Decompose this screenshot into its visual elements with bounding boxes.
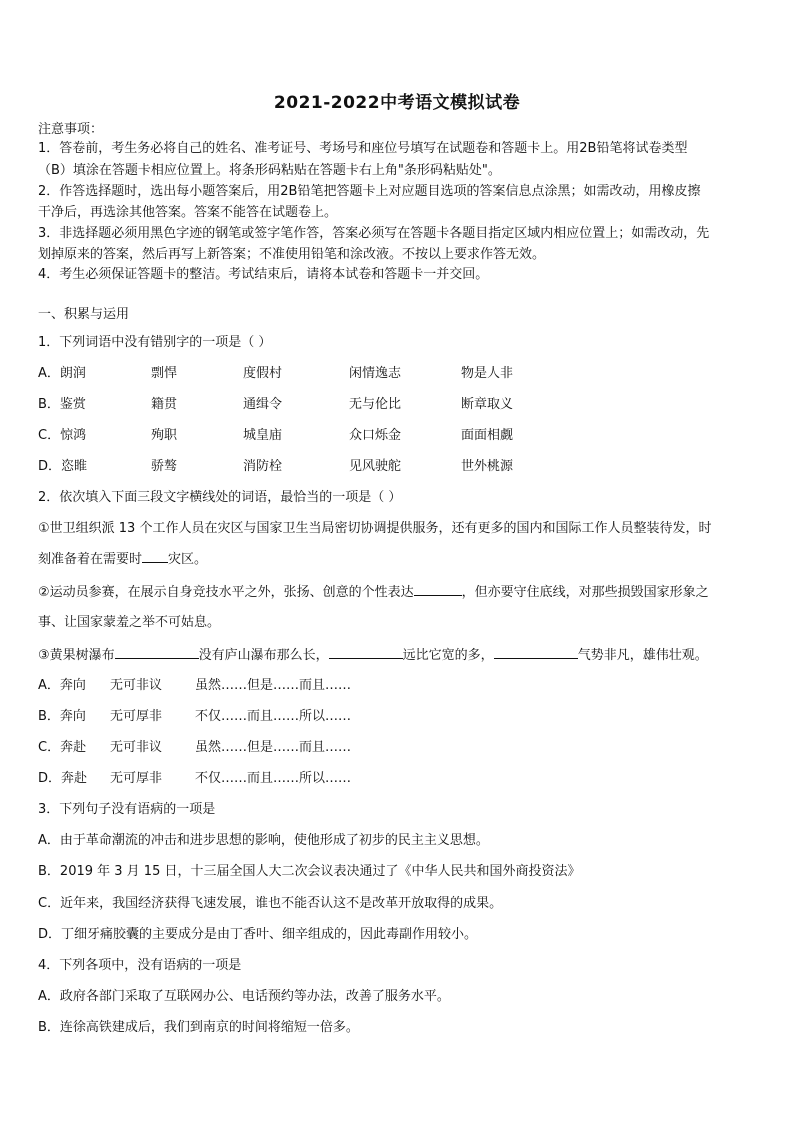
passage-text: ③黄果树瀑布 [38,648,115,663]
passage-line [38,646,760,665]
option-word: 虽然……但是……而且…… [195,678,352,693]
question-3-option-c: C．近年来，我国经济获得飞速发展，谁也不能否认这不是改革开放取得的成果。 [38,896,503,911]
option-word: 无与伦比 [349,397,402,412]
option-label: D．奔赴 [38,771,88,786]
passage-line [38,583,760,602]
fill-blank [329,646,403,659]
question-4-option-a: A．政府各部门采取了互联网办公、电话预约等办法，改善了服务水平。 [38,989,450,1004]
passage-text: 气势非凡，雄伟壮观。 [577,648,708,663]
notice-line: 1．答卷前，考生务必将自己的姓名、准考证号、考场号和座位号填写在试题卷和答题卡上。用2B铅笔将试卷类型 [38,141,688,156]
option-word: 断章取义 [461,397,514,412]
notice-line: 划掉原来的答案，然后再写上新答案；不准使用铅笔和涂改液。不按以上要求作答无效。 [38,247,546,262]
option-word: 城皇庙 [243,428,283,443]
notice-line: 3．非选择题必须用黑色字迹的钢笔或签字笔作答，答案必须写在答题卡各题目指定区域内相应位置上；如需改动，先 [38,226,710,241]
option-label: C．惊鸿 [38,428,87,443]
option-label: B．奔向 [38,709,86,724]
option-label: A．朗润 [38,366,86,381]
option-word: 不仅……而且……所以…… [195,771,352,786]
passage-line: 事、让国家蒙羞之举不可姑息。 [38,615,221,630]
option-word: 虽然……但是……而且…… [195,740,352,755]
option-label: A．奔向 [38,678,86,693]
fill-blank [142,550,168,563]
option-word: 世外桃源 [461,459,514,474]
notice-heading: 注意事项： [38,122,104,137]
option-word: 无可非议 [110,678,163,693]
option-word: 面面相觑 [461,428,514,443]
passage-text: 灾区。 [168,552,208,567]
question-3-stem: 3．下列句子没有语病的一项是 [38,802,216,817]
question-3-option-b: B．2019 年 3 月 15 日，十三届全国人大二次会议表决通过了《中华人民共和国外商投资法》 [38,864,581,879]
option-word: 通缉令 [243,397,283,412]
passage-text: 刻准备着在需要时 [38,552,143,567]
question-3-option-a: A．由于革命潮流的冲击和进步思想的影响，使他形成了初步的民主主义思想。 [38,833,489,848]
option-word: 骄骜 [151,459,178,474]
fill-blank [414,583,462,596]
option-word: 消防栓 [243,459,283,474]
option-word: 见风驶舵 [349,459,402,474]
option-word: 无可非议 [110,740,163,755]
passage-text: ②运动员参赛，在展示自身竞技水平之外，张扬、创意的个性表达 [38,585,414,600]
passage-line: ①世卫组织派 13 个工作人员在灾区与国家卫生当局密切协调提供服务，还有更多的国内和国际工作人员整装待发，时 [38,521,712,536]
option-word: 众口烁金 [349,428,402,443]
option-label: D．恣睢 [38,459,88,474]
option-word: 物是人非 [461,366,514,381]
option-label: C．奔赴 [38,740,87,755]
option-word: 籍贯 [151,397,178,412]
option-word: 无可厚非 [110,771,163,786]
passage-text: 远比它宽的多， [402,648,494,663]
fill-blank [494,646,578,659]
option-word: 闲情逸志 [349,366,402,381]
question-4-stem: 4．下列各项中，没有语病的一项是 [38,958,242,973]
question-4-option-b: B．连徐高铁建成后，我们到南京的时间将缩短一倍多。 [38,1020,359,1035]
question-2-stem: 2．依次填入下面三段文字横线处的词语，最恰当的一项是（ ） [38,490,402,505]
notice-line: 2．作答选择题时，选出每小题答案后，用2B铅笔把答题卡上对应题目选项的答案信息点涂黑；如需改动，用橡皮擦 [38,184,701,199]
option-word: 度假村 [243,366,283,381]
question-1-stem: 1．下列词语中没有错别字的一项是（ ） [38,335,272,350]
page-title: 2021-2022中考语文模拟试卷 [273,93,521,113]
notice-line: （B）填涂在答题卡相应位置上。将条形码粘贴在答题卡右上角"条形码粘贴处"。 [38,163,501,178]
option-word: 剽悍 [151,366,178,381]
option-word: 不仅……而且……所以…… [195,709,352,724]
passage-text: ，但亦要守住底线，对那些损毁国家形象之 [461,585,709,600]
question-3-option-d: D．丁细牙痛胶囊的主要成分是由丁香叶、细辛组成的，因此毒副作用较小。 [38,927,478,942]
passage-line [38,550,760,569]
passage-text: 没有庐山瀑布那么长， [198,648,329,663]
section-heading: 一、积累与运用 [38,307,130,322]
notice-line: 4．考生必须保证答题卡的整洁。考试结束后，请将本试卷和答题卡一并交回。 [38,267,489,282]
option-word: 无可厚非 [110,709,163,724]
fill-blank [115,646,199,659]
option-label: B．鉴赏 [38,397,86,412]
notice-line: 干净后，再选涂其他答案。答案不能答在试题卷上。 [38,205,338,220]
option-word: 殉职 [151,428,178,443]
